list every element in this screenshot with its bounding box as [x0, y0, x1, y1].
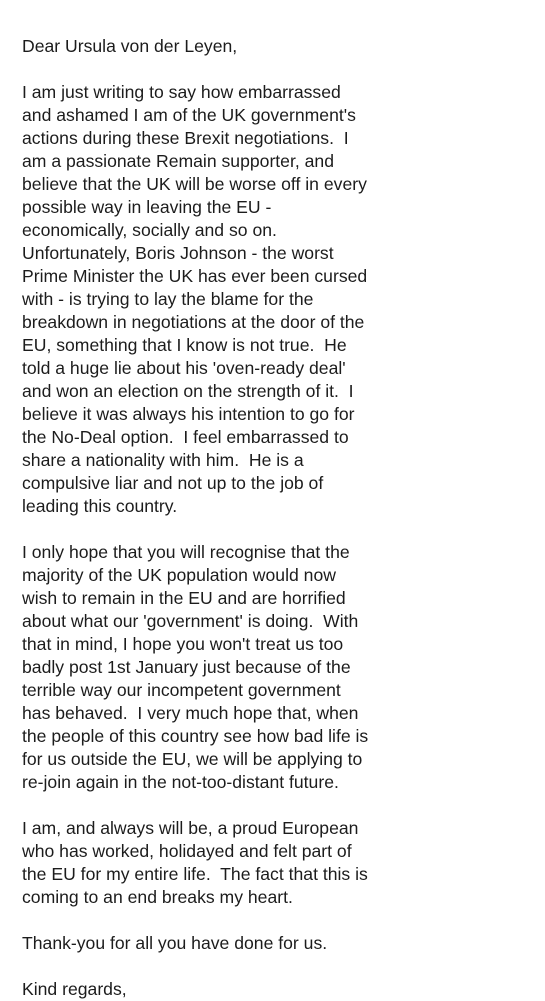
text-line: told a huge lie about his 'oven-ready deal': [22, 358, 346, 378]
text-line: I am just writing to say how embarrassed: [22, 82, 341, 102]
text-line: and won an election on the strength of it. I: [22, 381, 354, 401]
text-line: breakdown in negotiations at the door of the: [22, 312, 365, 332]
text-line: share a nationality with him. He is a: [22, 450, 304, 470]
salutation: Dear Ursula von der Leyen,: [22, 36, 238, 56]
paragraph-2: [22, 541, 542, 794]
closing: Kind regards,: [22, 979, 127, 999]
text-line: coming to an end breaks my heart.: [22, 887, 293, 907]
paragraph-gap: [22, 58, 542, 81]
text-line: actions during these Brexit negotiations. I: [22, 128, 349, 148]
text-line: believe it was always his intention to go for: [22, 404, 355, 424]
text-line: the people of this country see how bad life is: [22, 726, 369, 746]
paragraph-1: [22, 81, 542, 518]
text-line: possible way in leaving the EU -: [22, 197, 272, 217]
text-line: re-join again in the not-too-distant future.: [22, 772, 339, 792]
text-line: Thank-you for all you have done for us.: [22, 933, 328, 953]
paragraph-4: [22, 932, 542, 955]
text-line: Unfortunately, Boris Johnson - the worst: [22, 243, 334, 263]
text-line: majority of the UK population would now: [22, 565, 336, 585]
paragraph-gap: [22, 518, 542, 541]
text-line: terrible way our incompetent government: [22, 680, 341, 700]
paragraph-gap: [22, 955, 542, 978]
text-line: Prime Minister the UK has ever been cursed: [22, 266, 368, 286]
text-line: leading this country.: [22, 496, 178, 516]
text-line: I am, and always will be, a proud European: [22, 818, 359, 838]
text-line: the EU for my entire life. The fact that this is: [22, 864, 368, 884]
text-line: badly post 1st January just because of the: [22, 657, 351, 677]
paragraph-3: [22, 817, 542, 909]
text-line: who has worked, holidayed and felt part of: [22, 841, 352, 861]
paragraph-gap: [22, 794, 542, 817]
text-line: believe that the UK will be worse off in every: [22, 174, 367, 194]
text-line: I only hope that you will recognise that the: [22, 542, 350, 562]
text-line: and ashamed I am of the UK government's: [22, 105, 356, 125]
text-line: am a passionate Remain supporter, and: [22, 151, 334, 171]
text-line: has behaved. I very much hope that, when: [22, 703, 359, 723]
paragraph-gap: [22, 909, 542, 932]
text-line: that in mind, I hope you won't treat us too: [22, 634, 344, 654]
text-line: wish to remain in the EU and are horrified: [22, 588, 346, 608]
text-line: about what our 'government' is doing. With: [22, 611, 359, 631]
text-line: EU, something that I know is not true. He: [22, 335, 347, 355]
text-line: the No-Deal option. I feel embarrassed to: [22, 427, 349, 447]
text-line: compulsive liar and not up to the job of: [22, 473, 324, 493]
letter-body: [22, 35, 542, 1001]
text-line: economically, socially and so on.: [22, 220, 277, 240]
text-line: with - is trying to lay the blame for the: [22, 289, 314, 309]
text-line: for us outside the EU, we will be applying to: [22, 749, 363, 769]
